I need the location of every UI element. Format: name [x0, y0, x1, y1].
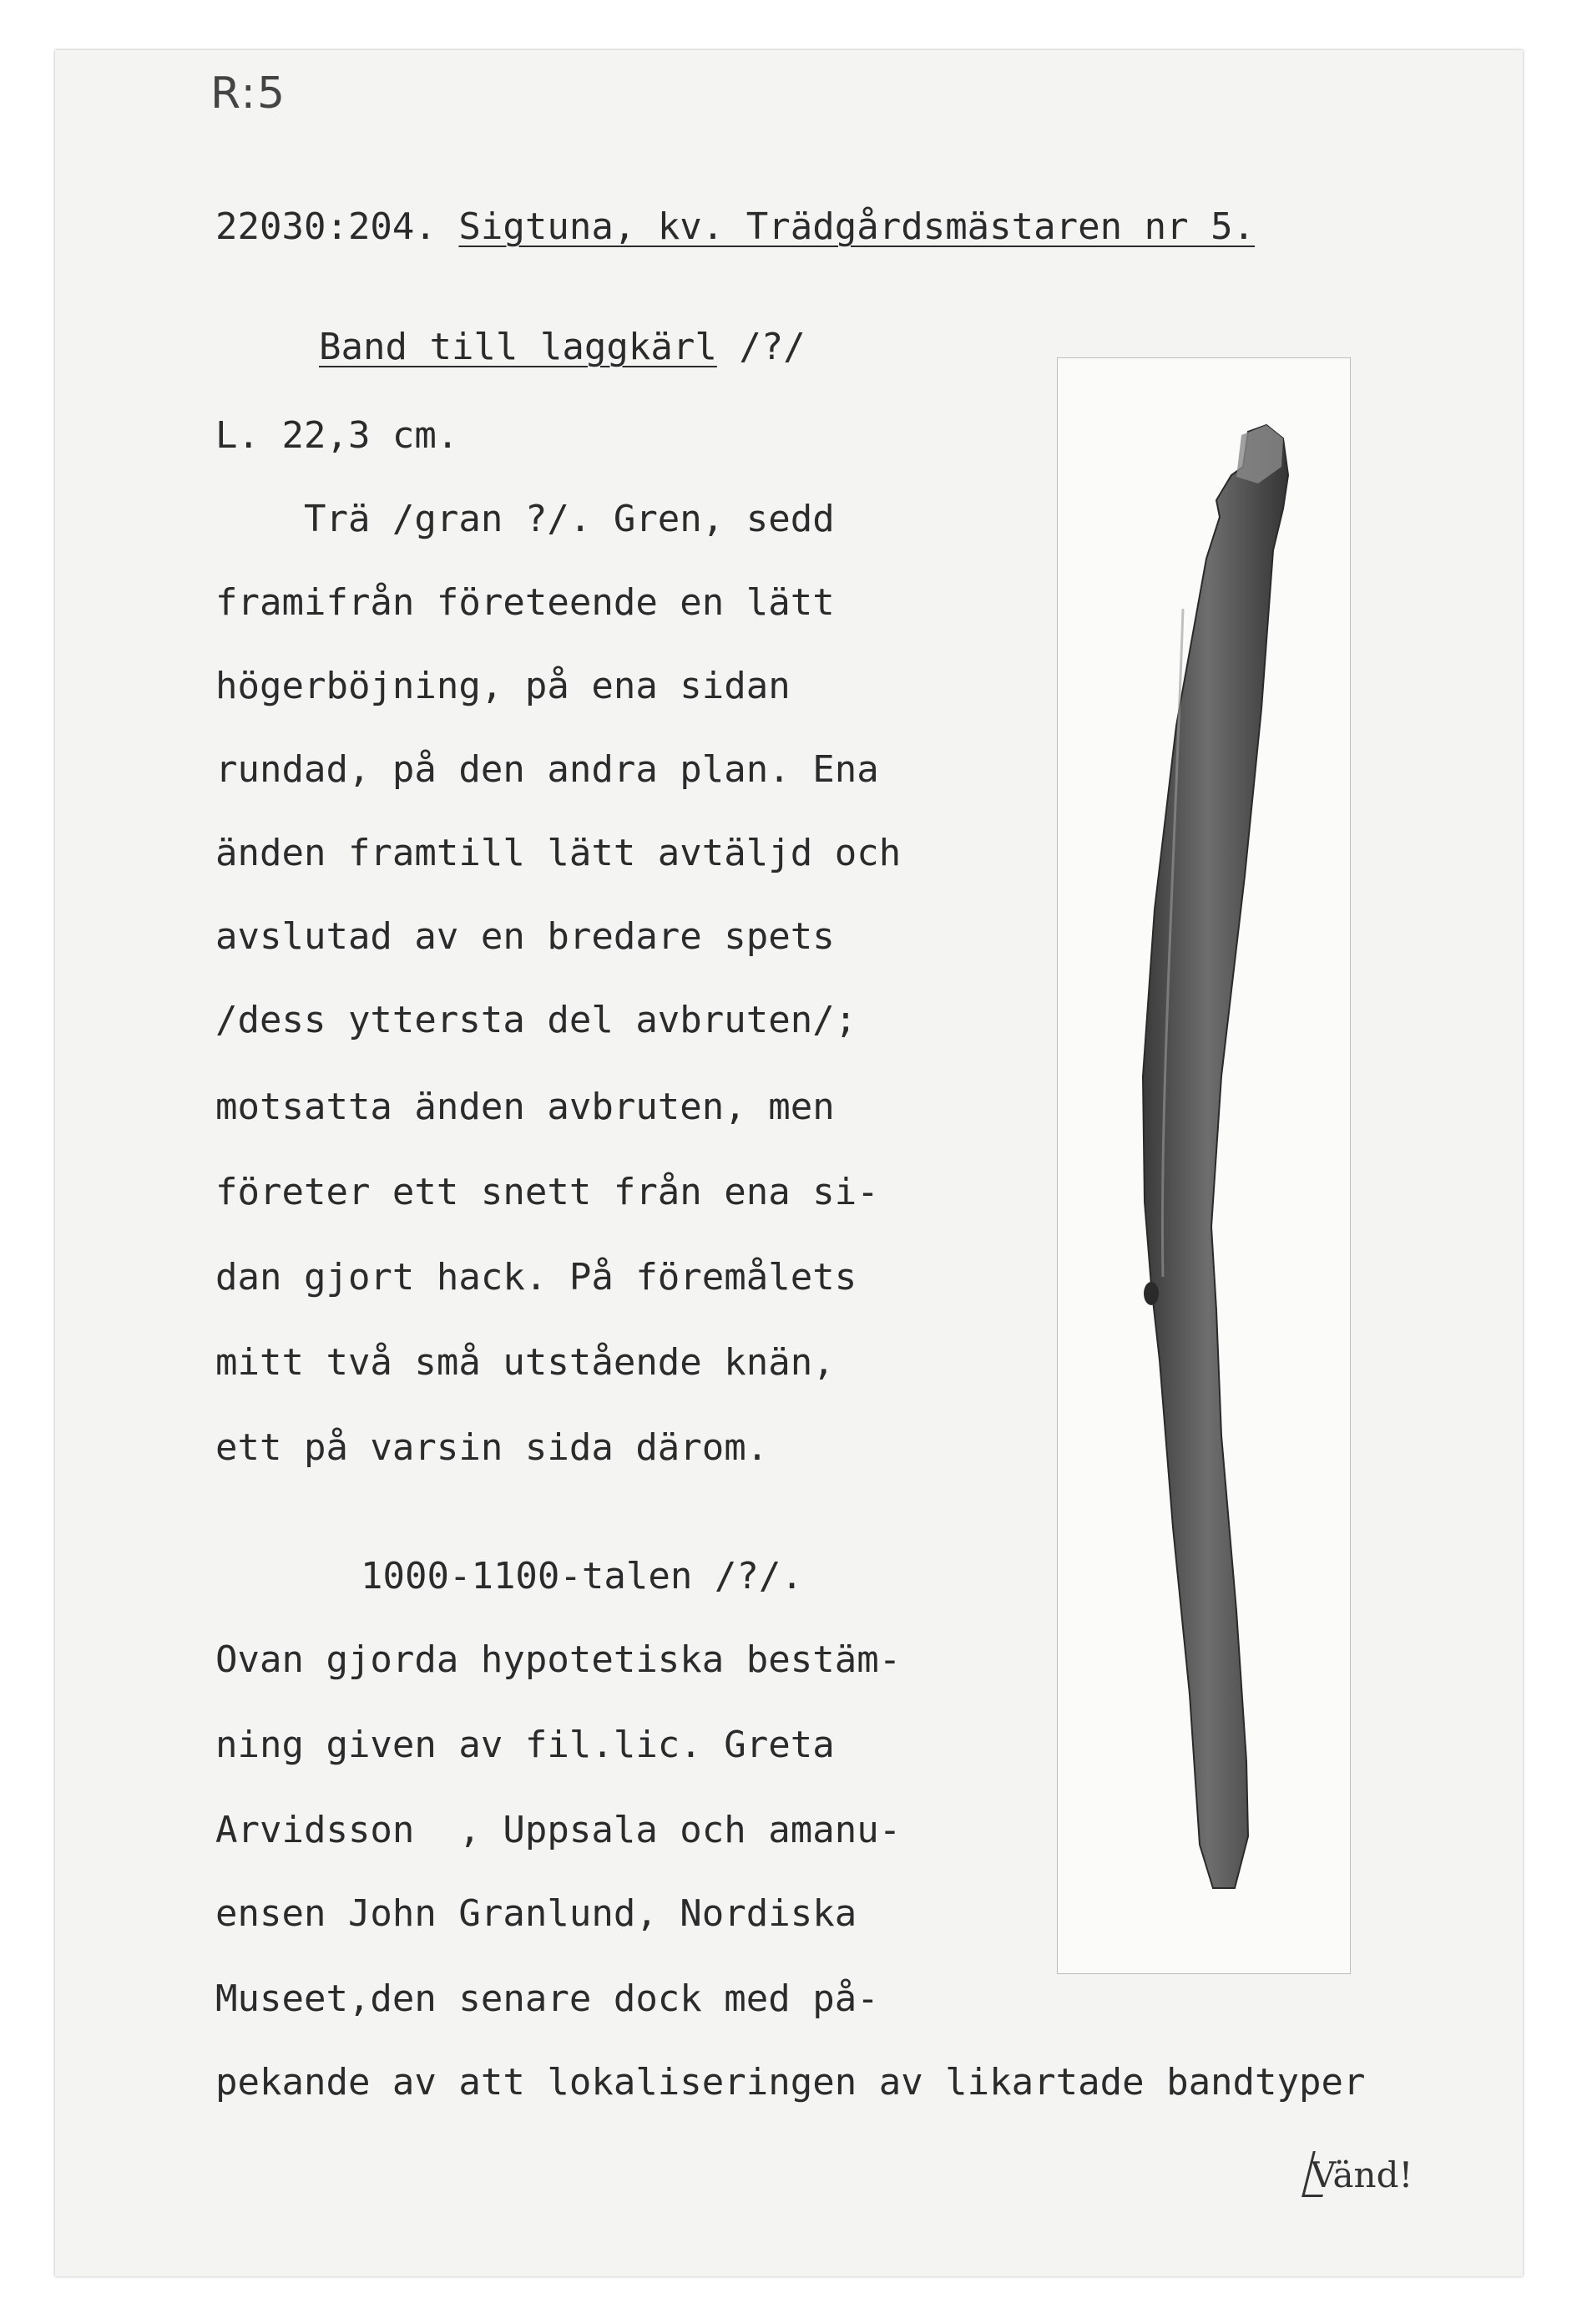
note-line: Museet,den senare dock med på-	[215, 1977, 879, 2020]
description-line: Trä /gran ?/. Gren, sedd	[215, 498, 835, 540]
turn-over-note: Vänd!	[1311, 2154, 1413, 2195]
catalog-number: 22030:204.	[215, 205, 437, 248]
description-line: framifrån företeende en lätt	[215, 581, 835, 624]
wooden-band-image	[1058, 358, 1350, 1973]
object-title-line	[319, 326, 806, 368]
description-line: högerböjning, på ena sidan	[215, 665, 791, 707]
object-title-suffix: /?/	[716, 326, 806, 368]
note-line: pekande av att lokaliseringen av likartade bandtyper	[215, 2061, 1366, 2104]
description-line: avslutad av en bredare spets	[215, 915, 835, 958]
note-line: Ovan gjorda hypotetiska bestäm-	[215, 1638, 902, 1681]
note-line: ensen John Granlund, Nordiska	[215, 1892, 857, 1935]
note-line: Arvidsson , Uppsala och amanu-	[215, 1809, 902, 1851]
description-line: dan gjort hack. På föremålets	[215, 1256, 857, 1299]
find-place: Sigtuna, kv. Trädgårdsmästaren nr 5.	[458, 205, 1256, 248]
description-line: mitt två små utstående knän,	[215, 1341, 835, 1384]
description-line: änden framtill lätt avtäljd och	[215, 832, 902, 874]
catalog-mark: R:5	[210, 68, 287, 119]
description-line: rundad, på den andra plan. Ena	[215, 748, 879, 791]
length: L. 22,3 cm.	[215, 414, 459, 457]
object-photograph	[1057, 357, 1351, 1974]
note-line: ning given av fil.lic. Greta	[215, 1724, 835, 1766]
description-line: /dess yttersta del avbruten/;	[215, 999, 857, 1041]
description-line: företer ett snett från ena si-	[215, 1171, 879, 1213]
dating: 1000-1100-talen /?/.	[361, 1555, 803, 1597]
description-line: motsatta änden avbruten, men	[215, 1086, 835, 1128]
object-title: Band till laggkärl	[319, 326, 717, 368]
header-line	[215, 205, 1255, 248]
description-line: ett på varsin sida därom.	[215, 1426, 769, 1469]
wooden-band-shape	[1143, 425, 1288, 1888]
